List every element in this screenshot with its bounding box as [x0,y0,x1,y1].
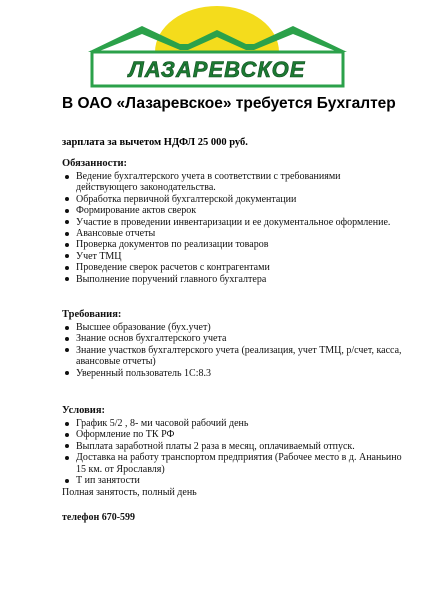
list-item: Оформление по ТК РФ [62,429,402,440]
list-item: Ведение бухгалтерского учета в соответствии с требованиями действующего законодательства. [62,171,402,194]
employment-type: Полная занятость, полный день [62,487,197,498]
duties-section [62,157,402,285]
list-item: Авансовые отчеты [62,228,402,239]
list-item: Выполнение поручений главного бухгалтера [62,274,402,285]
conditions-section [62,404,402,486]
salary-line: зарплата за вычетом НДФЛ 25 000 руб. [62,137,248,148]
list-item: Уверенный пользователь 1С:8.3 [62,368,402,379]
duties-list [62,171,402,285]
list-item: График 5/2 , 8- ми часовой рабочий день [62,418,402,429]
conditions-heading: Условия: [62,405,106,416]
list-item: Учет ТМЦ [62,251,402,262]
list-item: Формирование актов сверок [62,205,402,216]
vacancy-title: В ОАО «Лазаревское» требуется Бухгалтер [62,95,396,112]
list-item: Знание участков бухгалтерского учета (реализация, учет ТМЦ, р/счет, касса, авансовые отчеты) [62,345,402,368]
list-item: Выплата заработной платы 2 раза в месяц, оплачиваемый отпуск. [62,441,402,452]
list-item: Участие в проведении инвентаризации и ее документальное оформление. [62,217,402,228]
phone-number: телефон 670-599 [62,512,136,523]
company-logo [80,4,355,90]
list-item: Высшее образование (бух.учет) [62,322,402,333]
requirements-section [62,308,402,379]
duties-heading: Обязанности: [62,158,128,169]
requirements-list [62,322,402,379]
requirements-heading: Требования: [62,309,122,320]
list-item: Знание основ бухгалтерского учета [62,333,402,344]
list-item: Т ип занятости [62,475,402,486]
logo-text: ЛАЗАРЕВСКОЕ [128,57,306,82]
list-item: Обработка первичной бухгалтерской документации [62,194,402,205]
conditions-list [62,418,402,486]
list-item: Проверка документов по реализации товаров [62,239,402,250]
list-item: Доставка на работу транспортом предприятия (Рабочее место в д. Ананьино 15 км. от Ярославля) [62,452,402,475]
list-item: Проведение сверок расчетов с контрагентами [62,262,402,273]
